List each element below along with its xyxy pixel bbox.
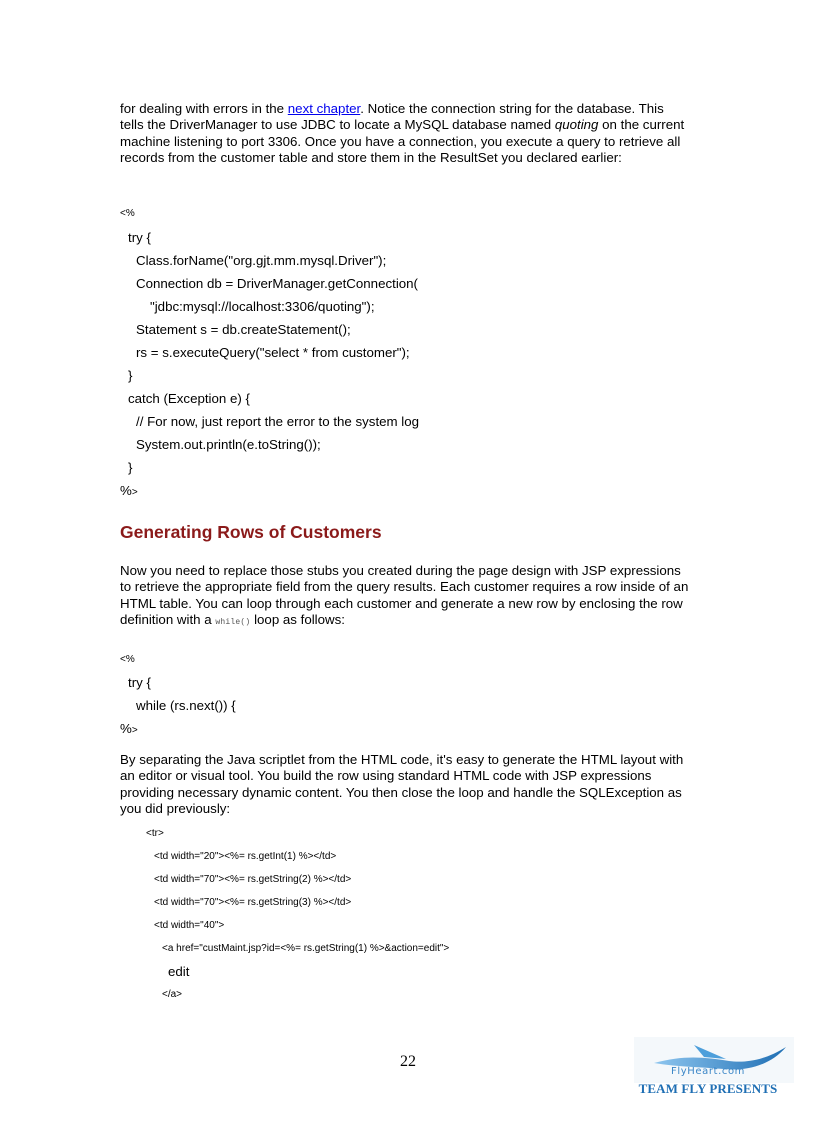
logo-site-name: FlyHeart.com: [670, 1066, 746, 1077]
code-td-attr: <td width="20": [154, 851, 219, 862]
section-text-2: loop as follows:: [250, 612, 345, 628]
code-td-line: [154, 918, 224, 934]
code-td-close: >: [218, 920, 225, 931]
intro-text-2: . Notice the connection string for the database. This tells the DriverManager to use JDBC to locate a MySQL database named: [120, 101, 664, 133]
code-close-pct: %: [120, 721, 132, 736]
code-edit-text: edit: [168, 964, 190, 979]
code-line: System.out.println(e.toString());: [136, 437, 321, 452]
code-td-attr: <td width="70": [154, 874, 219, 885]
code-td-line: [154, 895, 351, 911]
code-close-tag: [120, 483, 138, 501]
code-line: rs = s.executeQuery("select * from customer");: [136, 345, 410, 360]
intro-paragraph: [120, 101, 690, 167]
code-td-line: [154, 849, 336, 865]
code-td-attr: <td width="70": [154, 897, 219, 908]
code-td-line: [154, 872, 351, 888]
code-open-tag: <%: [120, 208, 135, 219]
code-line: }: [128, 460, 133, 475]
code-line: // For now, just report the error to the system log: [136, 414, 420, 429]
code-anchor-action: >&action=edit">: [378, 943, 450, 954]
section-text-1: Now you need to replace those stubs you created during the page design with JSP expressions to retrieve the appropriate field from the query results. Each customer requires a row inside of an HTML table. You can loop through each customer and generate a new row by enclosing the row definition with a: [120, 563, 689, 628]
code-line: }: [128, 368, 133, 383]
code-line: try {: [128, 230, 151, 245]
code-anchor-expr: <%= rs.getString(1) %: [280, 943, 379, 954]
code-td-expr: ><%= rs.getInt(1) %: [218, 851, 308, 862]
code-close-pct: %: [120, 483, 132, 498]
code-close-tag: [120, 721, 138, 739]
code-line: try {: [128, 675, 151, 690]
code-line: Connection db = DriverManager.getConnection(: [136, 276, 418, 291]
code-td-close: ></td>: [322, 874, 352, 885]
code-anchor-close: </a>: [162, 989, 183, 1000]
code-td-close: ></td>: [322, 897, 352, 908]
next-chapter-link[interactable]: next chapter: [287, 101, 361, 116]
code-td-expr: ><%= rs.getString(3) %: [218, 897, 323, 908]
team-fly-presents: TEAM FLY PRESENTS: [638, 1081, 778, 1096]
code-line: Statement s = db.createStatement();: [136, 322, 351, 337]
separating-paragraph: By separating the Java scriptlet from the HTML code, it's easy to generate the HTML layout with an editor or visual tool. You build the row using standard HTML code with JSP expressions providing necessary dynamic content. You then close the loop and handle the SQLException as you did previously:: [120, 752, 684, 817]
code-td-expr: ><%= rs.getString(2) %: [218, 874, 323, 885]
code-anchor-href: <a href="custMaint.jsp?id=: [162, 943, 281, 954]
code-anchor-open: [162, 941, 449, 957]
code-line: "jdbc:mysql://localhost:3306/quoting");: [150, 299, 375, 314]
code-line: catch (Exception e) {: [128, 391, 250, 406]
inline-code-while: while(): [215, 618, 251, 628]
code-line: while (rs.next()) {: [136, 698, 236, 713]
page-number: 22: [400, 1053, 416, 1070]
code-tr-tag: <tr>: [146, 828, 164, 839]
code-close-gt: >: [131, 725, 138, 736]
intro-text-3: on the current machine listening to port 3306. Once you have a connection, you execute a query to retrieve all records from the customer table and store them in the ResultSet you declared earlier:: [120, 117, 685, 166]
database-name: quoting: [554, 117, 599, 133]
section-heading: Generating Rows of Customers: [120, 522, 382, 542]
code-td-close: ></td>: [307, 851, 337, 862]
section-paragraph: [120, 563, 690, 632]
code-open-tag: <%: [120, 654, 135, 665]
code-close-gt: >: [131, 487, 138, 498]
intro-text-1: for dealing with errors in the: [120, 101, 288, 116]
code-line: Class.forName("org.gjt.mm.mysql.Driver");: [136, 253, 387, 268]
code-td-attr: <td width="40": [154, 920, 219, 931]
